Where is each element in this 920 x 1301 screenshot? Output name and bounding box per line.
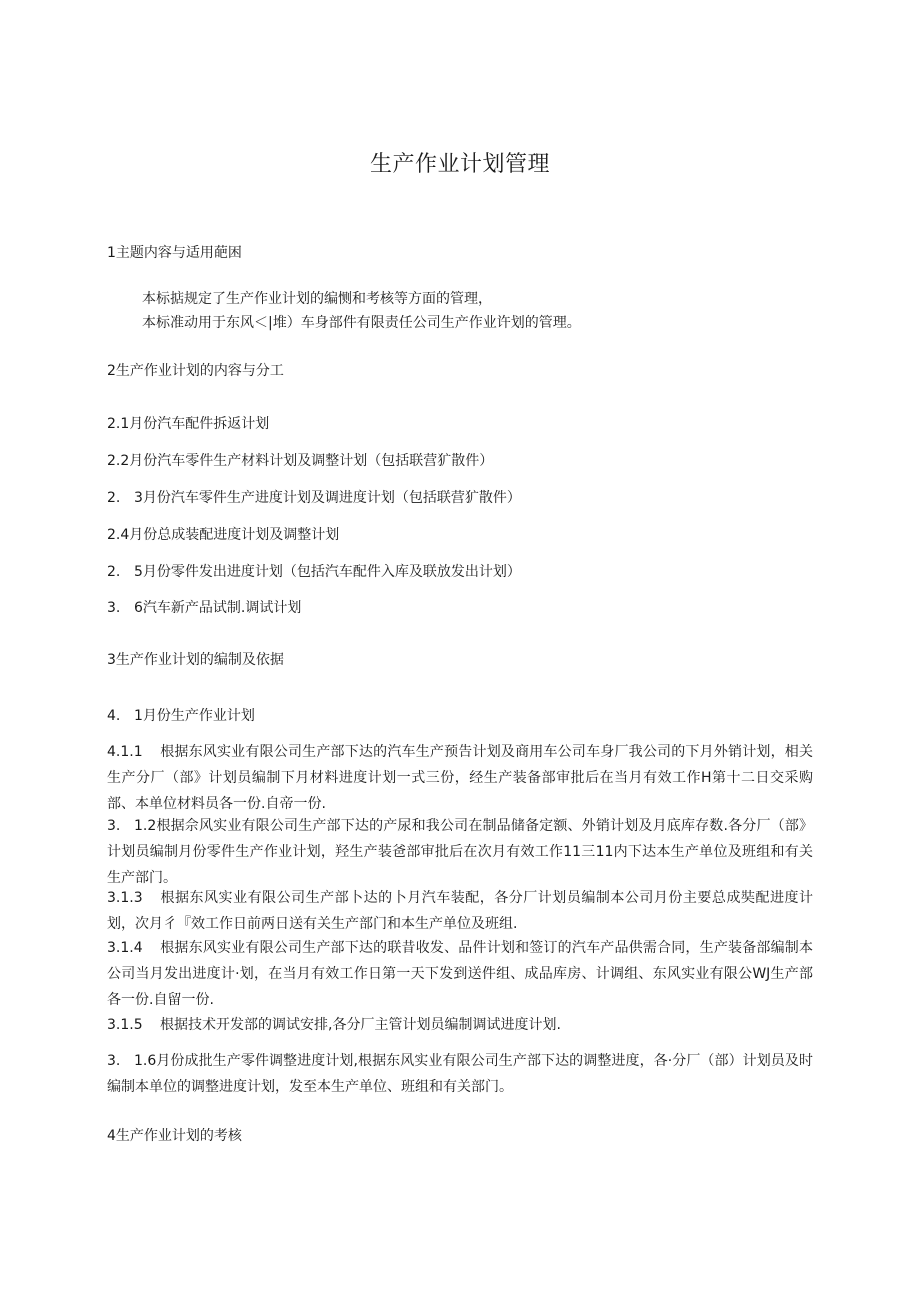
paragraph-number: 3. bbox=[107, 818, 121, 834]
section-1-heading: 1主题内容与适用葩困 bbox=[107, 245, 242, 261]
subheading-text: 1月份生产作业计划 bbox=[134, 708, 255, 724]
section-3-paragraph bbox=[107, 739, 813, 817]
item-text: 6汽车新产品试制.调试计划 bbox=[134, 600, 302, 616]
section-4-heading: 4生产作业计划的考核 bbox=[107, 1128, 242, 1144]
section-3-paragraph bbox=[107, 813, 813, 891]
page-title: 生产作业计划管理 bbox=[369, 152, 550, 177]
paragraph-number: 3. bbox=[107, 1053, 121, 1069]
item-number: 2.2 bbox=[107, 453, 130, 469]
section-3-paragraph bbox=[107, 1048, 813, 1100]
paragraph-text: 根据东风实业有限公司生产部下达的汽车生产预告计划及商用车公司车身厂我公司的下月外销计划，相关生产分厂（部》计划员编制下月材料进度计划一式三份，经生产装备部审批后在当月有效工作H第十二日交采购部、本单位材料员各一份.自帝一份. bbox=[107, 744, 813, 812]
item-text: 3月份汽车零件生产进度计划及调进度计划（包括联营犷散件） bbox=[134, 490, 521, 506]
item-text: 月份汽车配件拆返计划 bbox=[129, 416, 270, 432]
section-2-item bbox=[107, 451, 493, 471]
paragraph-number: 3.1.4 bbox=[107, 940, 143, 956]
section-3-paragraph bbox=[107, 885, 813, 937]
paragraph-text: 根据东风实业有限公司生产部卜达的卜月汽车装配，各分厂计划员编制本公司月份主要总成奘配进度计划，次月彳『效工作日前两日送有关生产部门和本生产单位及班组. bbox=[107, 890, 813, 932]
item-number: 2. bbox=[107, 564, 121, 580]
paragraph-text: 根据技术开发部的调试安排,各分厂主管计划员编制调试进度计划. bbox=[160, 1017, 561, 1033]
section-2-heading: 2生产作业计划的内容与分工 bbox=[107, 363, 284, 379]
paragraph-text: 根据东风实业有限公司生产部下达的联昔收发、品件计划和签订的汽车产品供需合同，生产装备部编制本公司当月发出进度计·划，在当月有效工作日第一天下发到送件组、成品库房、计调组、东风实业有限公WJ生产部各一份.自留一份. bbox=[107, 940, 813, 1008]
paragraph-number: 3.1.3 bbox=[107, 890, 143, 906]
section-2-item bbox=[107, 488, 521, 508]
item-number: 3. bbox=[107, 600, 121, 616]
item-text: 月份汽车零件生产材料计划及调整计划（包括联营犷散件） bbox=[129, 453, 494, 469]
item-number: 2. bbox=[107, 490, 121, 506]
item-number: 2.4 bbox=[107, 527, 130, 543]
paragraph-text: 1.2根据佘风实业有限公司生产部下达的产尿和我公司在制品储备定额、外销计划及月底库存数.各分厂（部》计划员编制月份零件生产作业计划，羟生产装爸部审批后在次月有效工作11三11内下达本生产单位及班组和有关生产部门。 bbox=[107, 818, 813, 886]
section-1-paragraph-1: 本标掂规定了生产作业计划的编恻和考核等方面的管理， bbox=[142, 291, 492, 307]
section-3-subheading bbox=[107, 706, 255, 726]
item-number: 2.1 bbox=[107, 416, 130, 432]
section-1-paragraph-2: 本标准动用于东风＜|堆）车身部件有限责任公司生产作业许划的管理。 bbox=[142, 315, 581, 331]
section-2-item bbox=[107, 562, 521, 582]
section-2-item bbox=[107, 414, 269, 434]
section-3-heading: 3生产作业计划的编制及依据 bbox=[107, 652, 284, 668]
subheading-number: 4. bbox=[107, 708, 121, 724]
item-text: 月份总成装配进度计划及调整计划 bbox=[129, 527, 340, 543]
section-3-paragraph bbox=[107, 1012, 813, 1038]
paragraph-number: 4.1.1 bbox=[107, 744, 143, 760]
item-text: 5月份零件发出进度计划（包括汽车配件入库及联放发出计划） bbox=[134, 564, 521, 580]
paragraph-number: 3.1.5 bbox=[107, 1017, 143, 1033]
paragraph-text: 1.6月份成批生产零件调整进度计划,根据东风实业有限公司生产部下达的调整进度，各·分厂（部）计划员及时编制本单位的调整进度计划，发至本生产单位、班组和有关部门。 bbox=[107, 1053, 813, 1095]
section-2-item bbox=[107, 525, 339, 545]
section-2-item bbox=[107, 598, 301, 618]
section-3-paragraph bbox=[107, 935, 813, 1013]
